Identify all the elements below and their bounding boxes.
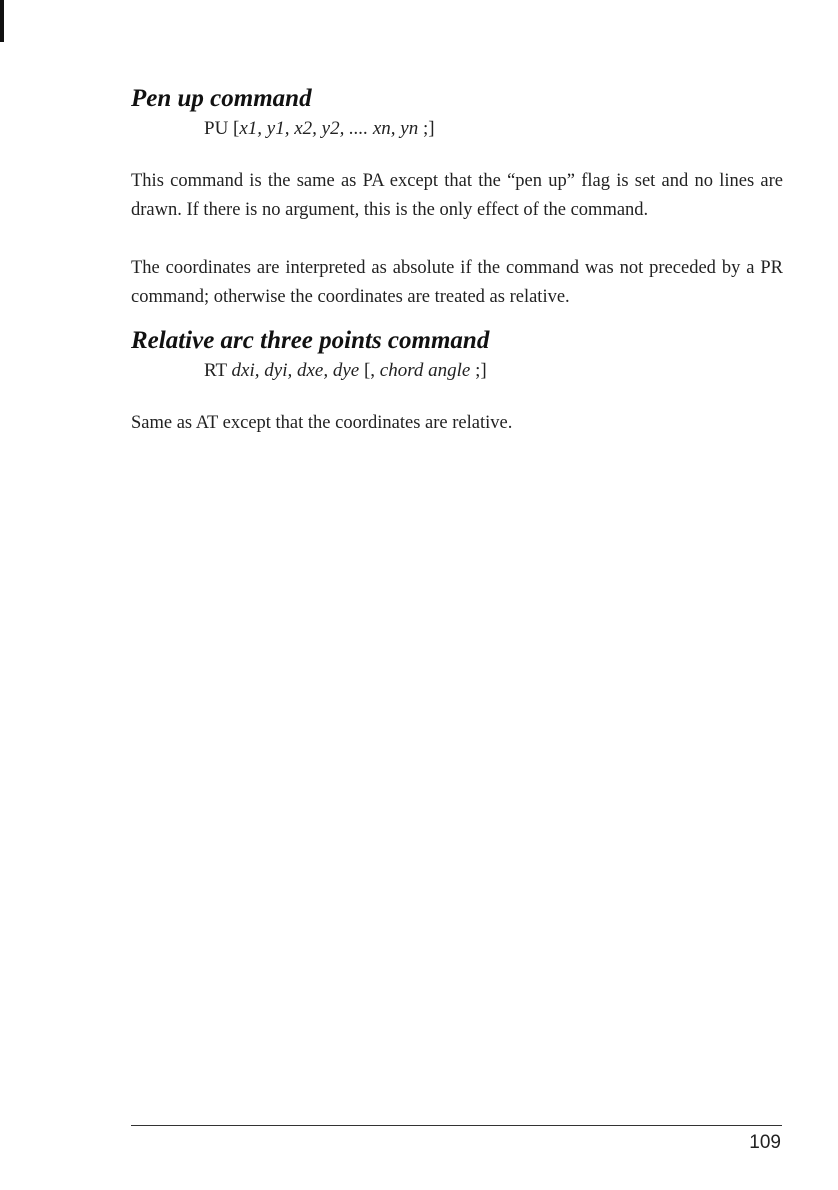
syntax-arguments: x1, y1, x2, y2, .... xn, yn [239,118,419,139]
page-edge-mark [0,0,4,42]
page-number: 109 [749,1132,781,1153]
syntax-bracket-open: [, [363,360,376,381]
command-mnemonic: PU [204,118,229,139]
command-syntax-rt [204,359,487,383]
syntax-optional-arguments: chord angle [379,360,471,381]
section-heading-pen-up: Pen up command [131,85,312,112]
syntax-bracket-close: ;] [422,118,435,139]
syntax-bracket-open: [ [233,118,240,139]
footer-rule [131,1125,782,1126]
syntax-bracket-close: ;] [475,360,487,381]
paragraph-relative-arc-description: Same as AT except that the coordinates are relative. [131,413,513,433]
command-syntax-pu [204,117,435,141]
syntax-arguments: dxi, dyi, dxe, dye [231,360,360,381]
paragraph-pen-up-description: This command is the same as PA except that the “pen up” flag is set and no lines are drawn. If there is no argument, this is the only effect of the command. [131,171,783,220]
paragraph-pen-up-coordinates: The coordinates are interpreted as absolute if the command was not preceded by a PR command; otherwise the coordinates are treated as relative. [131,258,783,307]
section-heading-relative-arc: Relative arc three points command [131,327,490,354]
command-mnemonic: RT [204,360,227,381]
